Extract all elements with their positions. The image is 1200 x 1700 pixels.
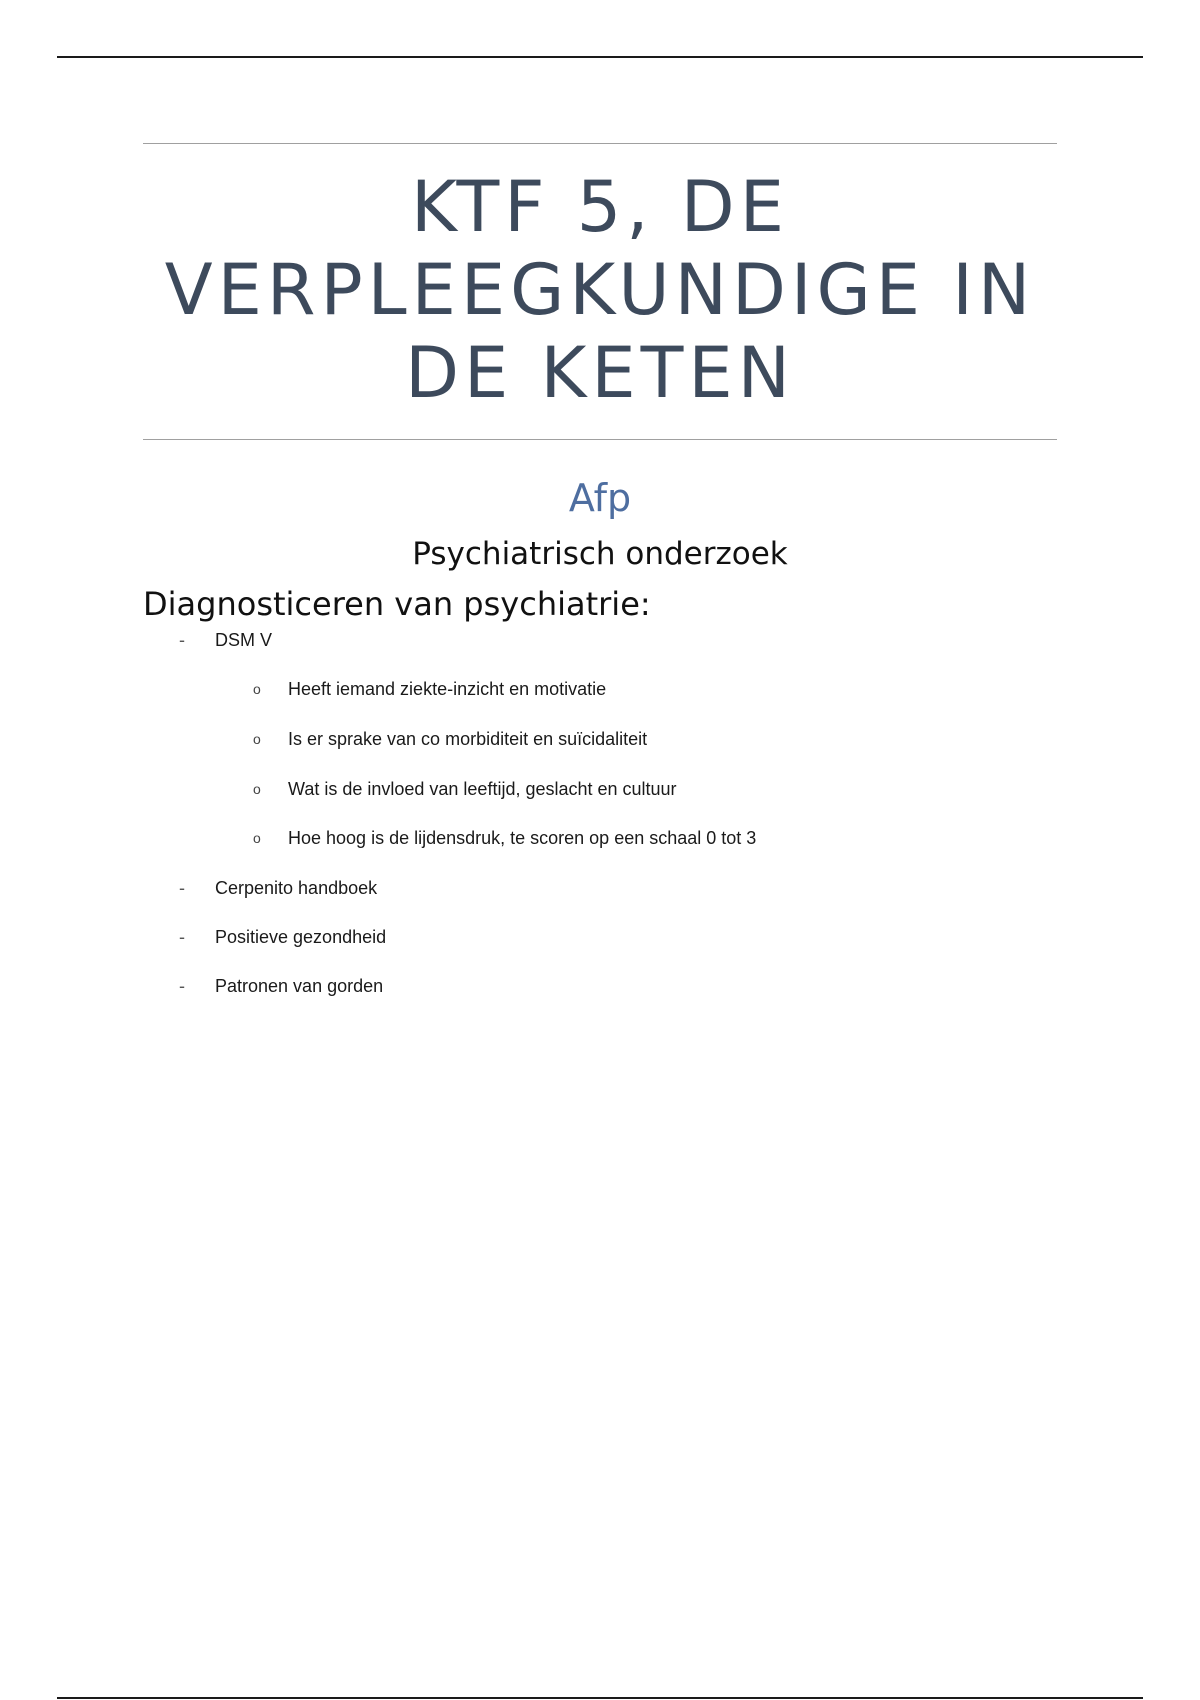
page-bottom-rule	[57, 1697, 1143, 1699]
list-item	[143, 926, 1057, 948]
list-item-text: Patronen van gorden	[215, 976, 384, 996]
dash-bullet-icon: -	[179, 878, 185, 898]
document-subtitle: Afp	[568, 476, 632, 520]
document-title: KTF 5, DE VERPLEEGKUNDIGE IN DE KETEN	[164, 166, 1036, 414]
list-item-text: Positieve gezondheid	[215, 927, 387, 947]
list-item	[143, 975, 1057, 997]
sub-list-item	[143, 827, 1057, 849]
dash-bullet-icon: -	[179, 976, 185, 996]
dash-bullet-icon: -	[179, 927, 185, 947]
sub-list-item-text: Is er sprake van co morbiditeit en suïcidaliteit	[288, 729, 648, 749]
dash-bullet-icon: -	[179, 630, 185, 650]
section-heading: Psychiatrisch onderzoek	[412, 536, 788, 572]
sub-heading: Diagnosticeren van psychiatrie:	[143, 585, 651, 623]
circle-bullet-icon: o	[253, 681, 261, 697]
sub-list-item-text: Wat is de invloed van leeftijd, geslacht en cultuur	[288, 779, 677, 799]
circle-bullet-icon: o	[253, 781, 261, 797]
sub-list-item-text: Hoe hoog is de lijdensdruk, te scoren op een schaal 0 tot 3	[288, 828, 757, 848]
list-item-text: DSM V	[215, 630, 273, 650]
document-body	[143, 143, 1057, 997]
page-top-rule	[57, 56, 1143, 58]
sub-list-item	[143, 728, 1057, 750]
list-item	[143, 877, 1057, 899]
list-item-text: Cerpenito handboek	[215, 878, 378, 898]
sub-list-item	[143, 678, 1057, 700]
circle-bullet-icon: o	[253, 830, 261, 846]
list-item	[143, 629, 1057, 849]
bullet-list	[143, 629, 1057, 997]
sub-list-item-text: Heeft iemand ziekte-inzicht en motivatie	[288, 679, 607, 699]
title-block	[143, 143, 1057, 440]
sub-list-item	[143, 778, 1057, 800]
sub-bullet-list	[143, 678, 1057, 849]
circle-bullet-icon: o	[253, 731, 261, 747]
